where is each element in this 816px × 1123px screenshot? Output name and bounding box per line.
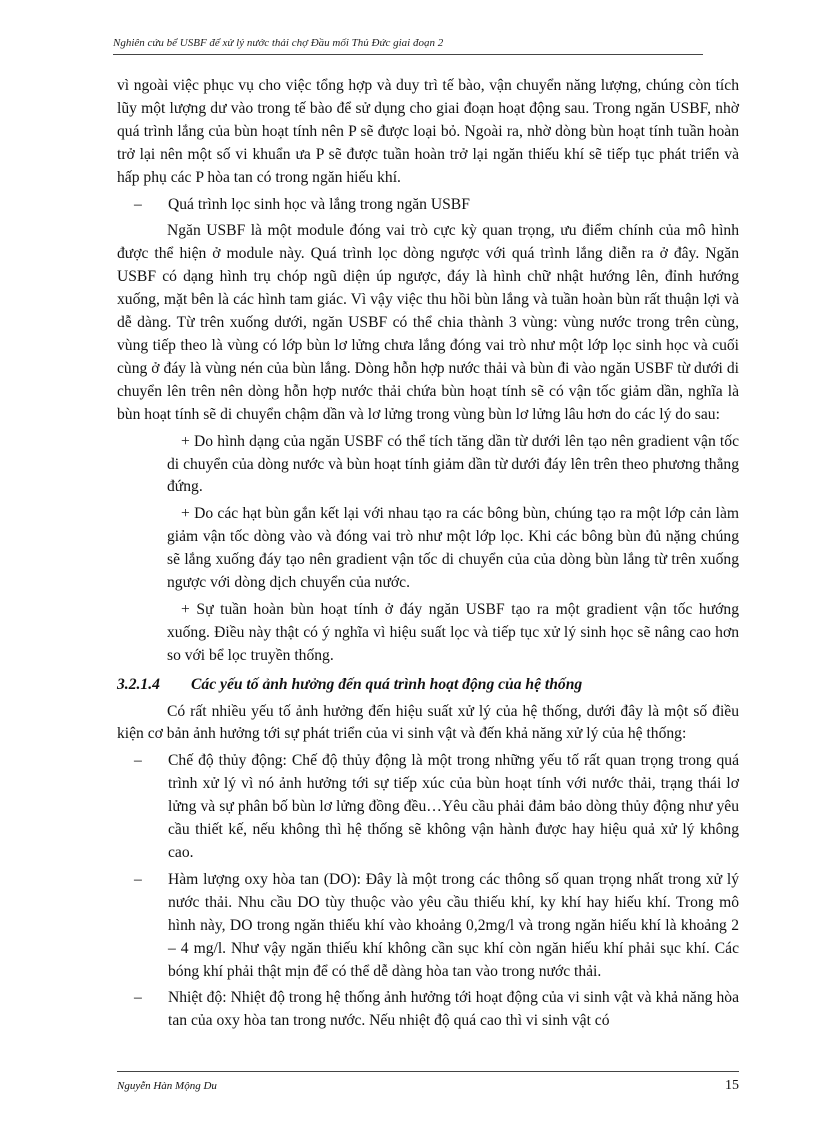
bullet-item xyxy=(134,194,739,217)
bullet-text: Hàm lượng oxy hòa tan (DO): Đây là một trong các thông số quan trọng nhất trong xử lý nước thải. Nhu cầu DO tùy thuộc vào yêu cầu thiếu khí, ky khí hay hiếu khí. Trong mô hình này, DO trong ngăn thiếu khí vào khoảng 0,2mg/l và trong ngăn hiếu khí là khoảng 2 – 4 mg/l. Như vậy ngăn thiếu khí không cần sục khí còn ngăn hiếu khí phải sục khí. Các bóng khí phải thật mịn để có thể dễ dàng hòa tan vào trong nước thải. xyxy=(168,870,739,980)
paragraph-3: Có rất nhiều yếu tố ảnh hưởng đến hiệu suất xử lý của hệ thống, dưới đây là một số điều kiện cơ bản ảnh hưởng tới sự phát triển của vi sinh vật và đến khả năng xử lý của hệ thống: xyxy=(117,702,739,743)
bullet-text: Nhiệt độ: Nhiệt độ trong hệ thống ảnh hưởng tới hoạt động của vi sinh vật và khả năng hòa tan của oxy hòa tan trong nước. Nếu nhiệt độ quá cao thì vi sinh vật có xyxy=(168,989,739,1030)
footer-author: Nguyễn Hàn Mộng Du xyxy=(117,1080,217,1092)
plus-item-3: + Sự tuần hoàn bùn hoạt tính ở đáy ngăn USBF tạo ra một gradient vận tốc hướng xuống. Điều này thật có ý nghĩa vì hiệu suất lọc và tiếp tục xử lý sinh học sẽ nâng cao hơn so với bể lọc truyền thống. xyxy=(167,600,739,664)
page-number: 15 xyxy=(725,1078,739,1093)
page-footer xyxy=(117,1071,739,1092)
page-body xyxy=(117,75,739,1037)
paragraph-2: Ngăn USBF là một module đóng vai trò cực kỳ quan trọng, ưu điểm chính của mô hình được thể hiện ở module này. Quá trình lọc dòng ngược với quá trình lắng diễn ra ở đây. Ngăn USBF có dạng hình trụ chóp ngũ diện úp ngược, đáy là hình chữ nhật hướng lên, đỉnh hướng xuống, mặt bên là các hình tam giác. Vì vậy việc thu hồi bùn lắng và tuần hoàn bùn rất thuận lợi và dễ dàng. Từ trên xuống dưới, ngăn USBF có thể chia thành 3 vùng: vùng nước trong trên cùng, vùng tiếp theo là vùng có lớp bùn lơ lửng chưa lắng đóng vai trò như một lớp lọc sinh học và cuối cùng ở đáy là vùng nén của bùn lắng. Dòng hỗn hợp nước thải và bùn đi vào ngăn USBF từ dưới di chuyển lên trên nên dòng hỗn hợp nước thải chứa bùn hoạt tính sẽ có vận tốc giảm dần, nghĩa là bùn hoạt tính sẽ di chuyển chậm dần và lơ lửng trong vùng bùn lơ lửng lâu hơn do các lý do sau: xyxy=(117,222,739,423)
section-heading xyxy=(117,674,739,697)
bullet-item xyxy=(134,750,739,865)
bullet-text: Quá trình lọc sinh học và lắng trong ngăn USBF xyxy=(168,195,470,213)
section-title: Các yếu tố ảnh hưởng đến quá trình hoạt động của hệ thống xyxy=(191,675,583,693)
bullet-text: Chế độ thủy động: Chế độ thủy động là một trong những yếu tố rất quan trọng trong quá trình xử lý vì nó ảnh hưởng tới sự tiếp xúc của bùn hoạt tính với nước thải, trạng thái lơ lửng và sự phân bố bùn lơ lửng đồng đều…Yêu cầu phải đảm bảo dòng thủy động như yêu cầu thiết kế, nếu không thì hệ thống sẽ không vận hành được hay hiệu quả xử lý không cao. xyxy=(168,752,739,861)
plus-item-2: + Do các hạt bùn gắn kết lại với nhau tạo ra các bông bùn, chúng tạo ra một lớp cản làm giảm vận tốc dòng vào và đóng vai trò như một lớp lọc. Khi các bông bùn đủ nặng chúng sẽ lắng xuống đáy tạo nên gradient vận tốc di chuyển của của dòng bùn lắng từ trên xuống ngược với dòng dịch chuyển của nước. xyxy=(167,505,739,592)
section-number: 3.2.1.4 xyxy=(117,675,160,693)
page-header xyxy=(113,37,703,55)
bullet-item xyxy=(134,987,739,1033)
dash-marker: – xyxy=(134,870,142,888)
dash-marker: – xyxy=(134,752,142,770)
dash-marker: – xyxy=(134,195,142,213)
header-title: Nghiên cứu bể USBF để xử lý nước thải chợ Đầu mối Thủ Đức giai đoạn 2 xyxy=(113,37,444,49)
bullet-item xyxy=(134,869,739,984)
paragraph-1: vì ngoài việc phục vụ cho việc tổng hợp và duy trì tế bào, vận chuyển năng lượng, chúng còn tích lũy một lượng dư vào trong tế bào để sử dụng cho giai đoạn hoạt động sau. Trong ngăn USBF, nhờ quá trình lắng của bùn hoạt tính nên P sẽ được loại bỏ. Ngoài ra, nhờ dòng bùn hoạt tính tuần hoàn trở lại nên một số vi khuẩn ưa P sẽ được tuần hoàn trở lại ngăn thiếu khí sẽ tiếp tục phát triển và hấp phụ các P hòa tan có trong ngăn hiếu khí. xyxy=(117,77,739,186)
plus-item-1: + Do hình dạng của ngăn USBF có thể tích tăng dần từ dưới lên tạo nên gradient vận tốc di chuyển của dòng nước và bùn hoạt tính giảm dần từ dưới đáy lên trên theo phương thẳng đứng. xyxy=(167,432,739,496)
dash-marker: – xyxy=(134,989,142,1007)
